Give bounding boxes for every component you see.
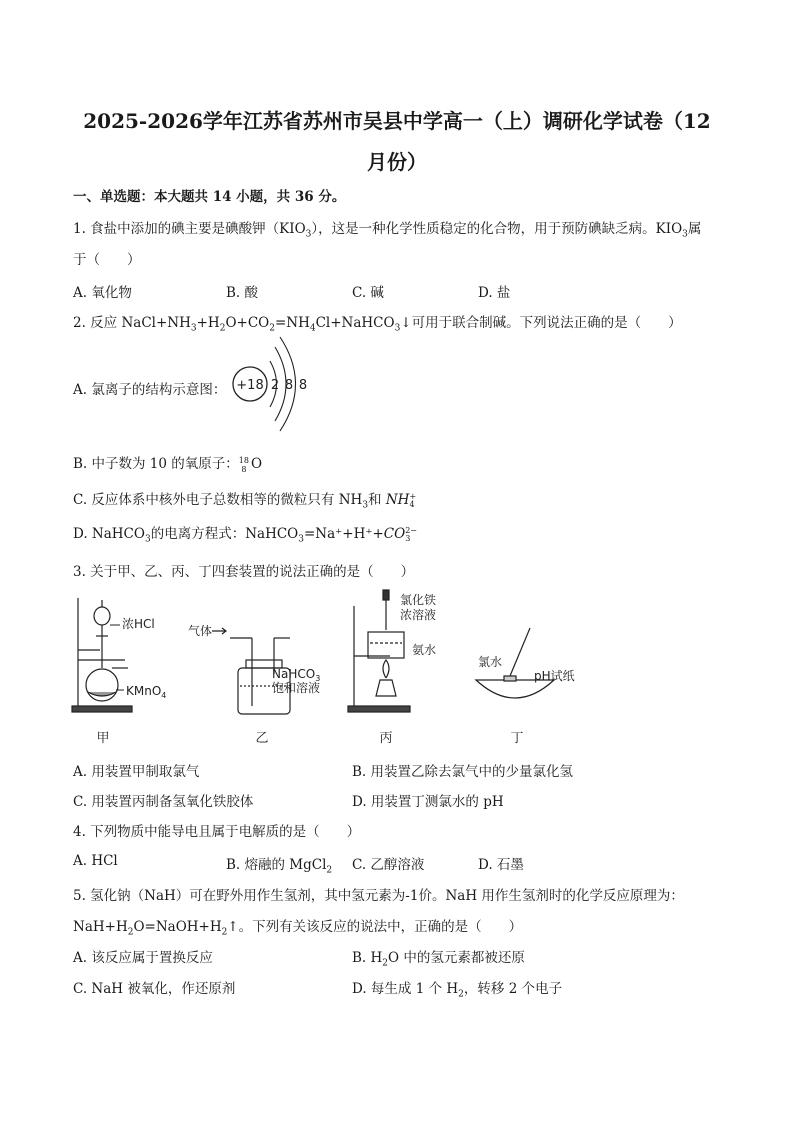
q5-eq-part: O=NaOH+H <box>133 919 222 935</box>
q5b-part: B. H <box>352 950 383 966</box>
jia-label-kmno4: KMnO <box>126 684 162 698</box>
q5-sub: 2 <box>127 927 134 938</box>
q2d-eq: =Na⁺+H⁺+ <box>303 526 384 542</box>
q5d-part: ，转移 2 个电子 <box>463 981 563 997</box>
bing-label-3: 氨水 <box>412 643 437 657</box>
yi-label-nahco3: NaHCO <box>272 667 316 681</box>
section-heading <box>73 185 345 205</box>
question-5-equation <box>73 915 522 938</box>
caption-ding: 丁 <box>510 731 524 746</box>
q1-stem-part: ），这是一种化学性质稳定的化合物，用于预防碘缺乏病。KIO <box>311 221 683 237</box>
separatory-funnel-icon <box>94 607 110 625</box>
q2-sub: 3 <box>190 323 197 334</box>
ph-paper-icon <box>504 676 516 681</box>
q2-option-d-text: D. NaHCO <box>73 526 145 542</box>
yi-label-gas: 气体 <box>188 624 213 638</box>
nucleus-charge: +18 <box>236 378 264 393</box>
q2d-mid: 的电离方程式：NaHCO <box>150 526 299 542</box>
shell-electrons-2: 8 <box>284 378 294 393</box>
carbonate-charge: 2− <box>405 525 417 535</box>
caption-bing: 丙 <box>379 731 393 746</box>
question-3-stem: 3. 关于甲、乙、丙、丁四套装置的说法正确的是（ ） <box>73 564 415 580</box>
q5b-part: O 中的氢元素都被还原 <box>388 950 525 966</box>
q2-option-a-text: A. 氯离子的结构示意图： <box>73 382 227 398</box>
ammonium-charge: + <box>409 491 417 501</box>
q2-stem-part: 2. 反应 NaCl+NH <box>73 315 191 331</box>
q1-sub: 3 <box>682 229 688 240</box>
chloride-ion-structure-diagram <box>225 335 335 440</box>
q5d-sub: 2 <box>458 989 464 1000</box>
shell-electrons-1: 2 <box>270 378 280 393</box>
q2-sub: 2 <box>219 323 226 334</box>
bing-label-2: 浓溶液 <box>400 608 437 622</box>
q2d-sub2: 3 <box>298 534 304 545</box>
ding-label-1: 氯水 <box>478 655 503 669</box>
mass-number: 18 <box>238 455 249 465</box>
question-1-stem <box>73 217 701 240</box>
bing-label-1: 氯化铁 <box>400 593 437 607</box>
ammonium-ion: NH <box>385 492 410 508</box>
caption-yi: 乙 <box>255 731 269 746</box>
q3-option-a[interactable]: A. 用装置甲制取氯气 <box>73 764 200 780</box>
q1-stem-part: 1. 食盐中添加的碘主要是碘酸钾（KIO <box>73 221 306 237</box>
q2-stem-part: Cl+NaHCO <box>315 315 395 331</box>
glass-rod-icon <box>510 628 530 676</box>
q2-option-c[interactable] <box>73 488 416 511</box>
q2c-and: 和 <box>368 492 382 508</box>
q4-option-a[interactable]: A. HCl <box>73 853 118 869</box>
yi-label-solution: 饱和溶液 <box>272 681 321 695</box>
q1-option-d[interactable]: D. 盐 <box>478 285 511 301</box>
beaker-icon <box>368 632 404 658</box>
q5d-part: D. 每生成 1 个 H <box>352 981 459 997</box>
ammonium-sub: 4 <box>409 499 415 509</box>
jia-label-sub: 4 <box>161 691 167 700</box>
q2-stem-part: O+CO <box>225 315 270 331</box>
q1-stem-part: 属 <box>687 221 702 237</box>
ammonium-scripts <box>409 493 416 509</box>
apparatus-figure <box>60 588 620 748</box>
q5-option-c[interactable]: C. NaH 被氧化，作还原剂 <box>73 981 236 997</box>
section-heading-label: 一、单选题： <box>73 189 154 205</box>
q4-option-d[interactable]: D. 石墨 <box>478 857 524 873</box>
apparatus-jia <box>72 598 132 712</box>
q2-option-c-text: C. 反应体系中核外电子总数相等的微粒只有 NH <box>73 492 363 508</box>
q2-option-b[interactable] <box>73 452 262 474</box>
q5-option-d[interactable] <box>352 977 562 1000</box>
q1-option-b[interactable]: B. 酸 <box>226 285 259 301</box>
yi-label-sub: 3 <box>315 674 321 683</box>
q4-option-c[interactable]: C. 乙醇溶液 <box>352 857 425 873</box>
question-1-stem-line2: 于（ ） <box>73 252 141 268</box>
q2-sub: 4 <box>309 323 316 334</box>
carbonate-sub: 3 <box>405 533 411 543</box>
section-heading-info: 本大题共 14 小题，共 36 分。 <box>154 189 346 205</box>
shell-electrons-3: 8 <box>298 378 308 393</box>
q5-option-a[interactable]: A. 该反应属于置换反应 <box>73 950 213 966</box>
q2-option-d[interactable] <box>73 522 417 545</box>
q2-stem-part: +H <box>196 315 220 331</box>
element-symbol: O <box>250 456 263 472</box>
question-4-stem: 4. 下列物质中能导电且属于电解质的是（ ） <box>73 824 361 840</box>
svg-text:KMnO4 <box>126 684 166 700</box>
q1-sub: 3 <box>305 229 312 240</box>
q1-option-a[interactable]: A. 氧化物 <box>73 285 132 301</box>
jia-label-hcl: 浓HCl <box>122 617 155 631</box>
q3-option-b[interactable]: B. 用装置乙除去氯气中的少量氯化氢 <box>352 764 574 780</box>
q5b-sub: 2 <box>382 958 389 969</box>
q2-option-b-text: B. 中子数为 10 的氧原子： <box>73 456 239 472</box>
stand-base-icon <box>72 706 132 712</box>
q5-eq-part: NaH+H <box>73 919 128 935</box>
q3-option-c[interactable]: C. 用装置丙制备氢氧化铁胶体 <box>73 794 254 810</box>
question-2-stem <box>73 311 682 334</box>
question-5-stem: 5. 氢化钠（NaH）可在野外用作生氢剂，其中氢元素为-1价。NaH 用作生氢剂时的化学反应原理为： <box>73 888 684 904</box>
q3-option-d[interactable]: D. 用装置丁测氯水的 pH <box>352 794 504 810</box>
alcohol-lamp-icon <box>376 680 396 696</box>
q2-stem-part: =NH <box>274 315 310 331</box>
carbonate-ion: CO <box>383 526 406 542</box>
q4-option-b-text: B. 熔融的 MgCl <box>226 857 327 873</box>
q2-stem-part: ↓可用于联合制碱。下列说法正确的是（ ） <box>400 315 682 331</box>
gas-inlet-arrow-icon <box>212 628 226 634</box>
q5-eq-part: ↑。下列有关该反应的说法中，正确的是（ ） <box>227 919 523 935</box>
q2-sub: 2 <box>269 323 275 334</box>
atomic-number: 8 <box>241 464 247 474</box>
page-title-line1: 2025-2026学年江苏省苏州市吴县中学高一（上）调研化学试卷（12 <box>83 109 711 133</box>
caption-jia: 甲 <box>96 731 110 746</box>
q5-sub: 2 <box>221 927 228 938</box>
carbonate-scripts <box>405 527 417 543</box>
nuclide-notation <box>239 456 249 474</box>
q4-option-b[interactable] <box>226 853 332 876</box>
q5-option-b[interactable] <box>352 946 525 969</box>
q4b-sub: 2 <box>326 865 333 876</box>
q2d-sub: 3 <box>144 534 151 545</box>
q2-option-a[interactable] <box>73 378 226 398</box>
q2-sub: 3 <box>394 323 401 334</box>
page-title-line2: 月份） <box>367 150 427 174</box>
q2c-sub: 3 <box>362 500 369 511</box>
ding-label-2: pH试纸 <box>534 669 575 683</box>
q1-option-c[interactable]: C. 碱 <box>352 285 384 301</box>
